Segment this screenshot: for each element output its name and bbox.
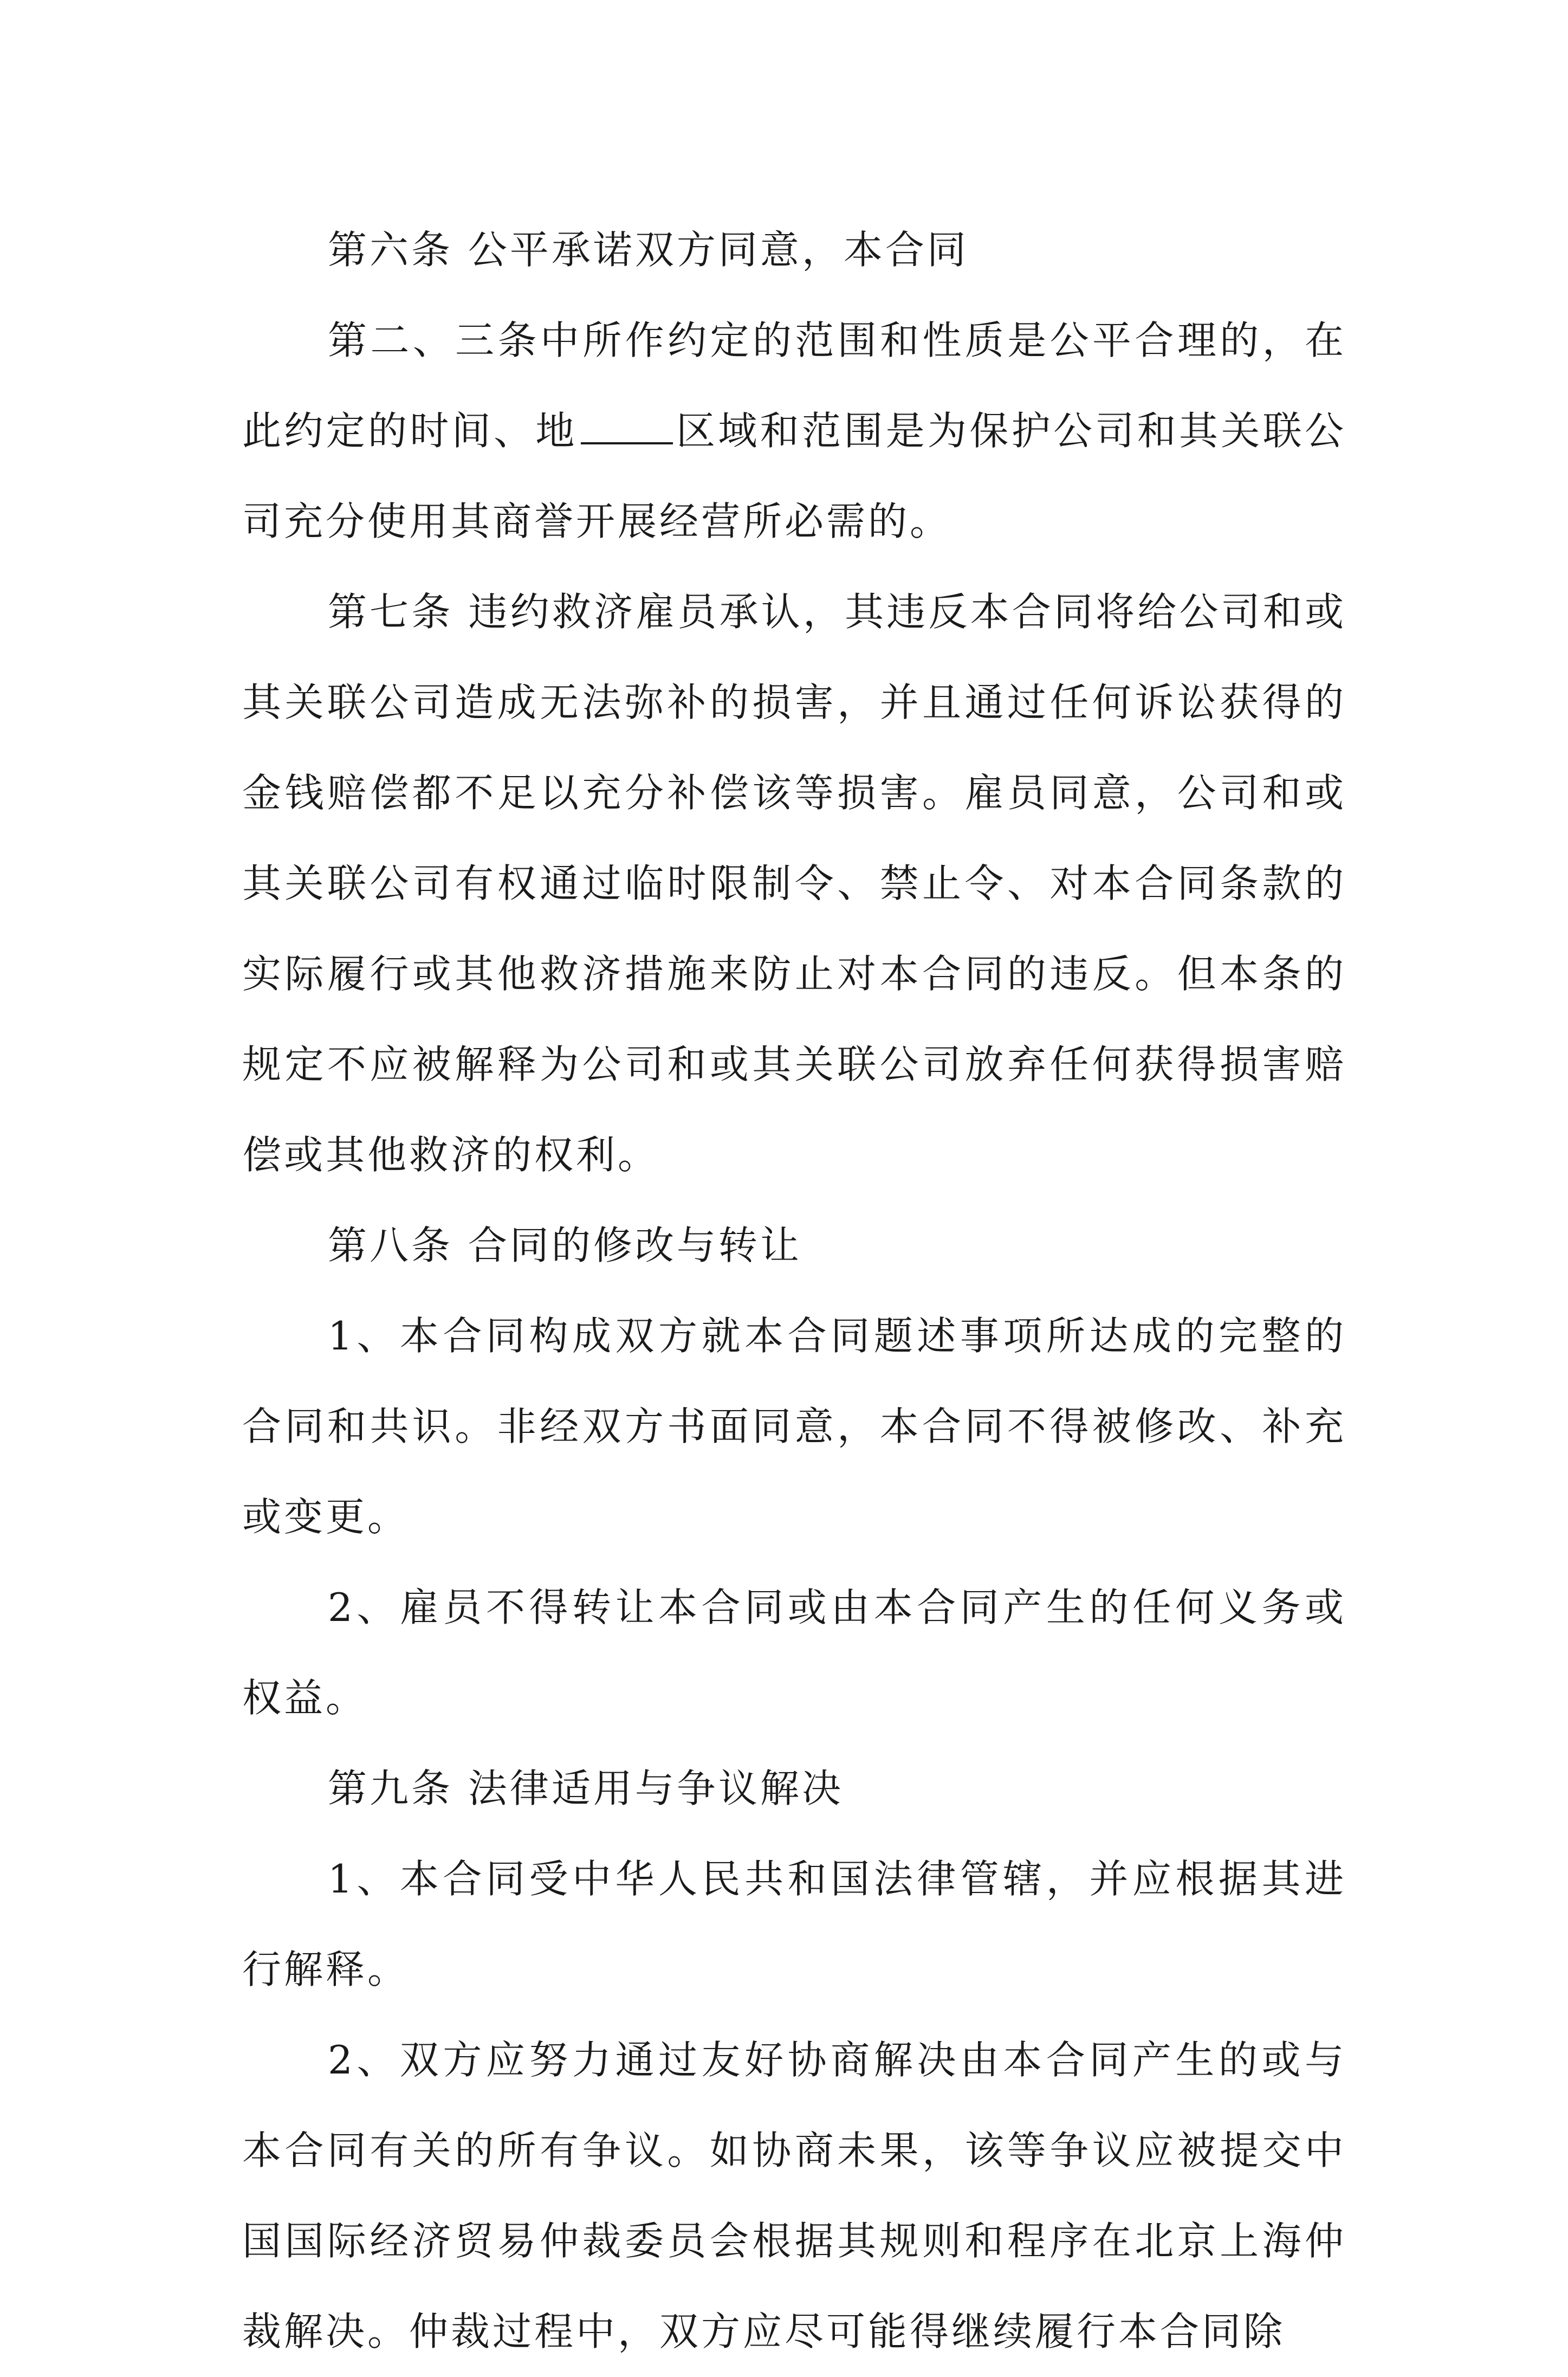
article-6-heading: 第六条 公平承诺双方同意，本合同: [328, 227, 969, 273]
article-7: 第七条 违约救济雇员承认，其违反本合同将给公司和或其关联公司造成无法弥补的损害，并且通过任何诉讼获得的金钱赔偿都不足以充分补偿该等损害。雇员同意，公司和或其关联公司有权通过临时限制令、禁止令、对本合同条款的实际履行或其他救济措施来防止对本合同的违反。但本条的规定不应被解释为公司和或其关联公司放弃任何获得损害赔偿或其他救济的权利。: [242, 589, 1346, 1178]
article-6-body-before-blank: 第二、三条中所作约定的范围和性质是公平合理的，在此约定的时间、地: [242, 318, 1346, 454]
article-9-clause-2: 2、双方应努力通过友好协商解决由本合同产生的或与本合同有关的所有争议。如协商未果，该等争议应被提交中国国际经济贸易仲裁委员会根据其规则和程序在北京上海仲裁解决。仲裁过程中，双方应尽可能得继续履行本合同除: [242, 2037, 1346, 2354]
article-8-heading: 第八条 合同的修改与转让: [328, 1223, 802, 1268]
article-9-heading: 第九条 法律适用与争议解决: [328, 1766, 844, 1811]
article-6-body-after-blank: 区域和范围是为保护公司和其关联公司充分使用其商誉开展经营所必需的。: [242, 408, 1346, 544]
document-body: [242, 205, 1346, 2377]
article-6-body: [242, 295, 1346, 567]
article-9-clause-1: 1、本合同受中华人民共和国法律管辖，并应根据其进行解释。: [242, 1856, 1346, 1992]
article-8-clause-2: 2、雇员不得转让本合同或由本合同产生的任何义务或权益。: [242, 1585, 1346, 1721]
fill-in-blank: [581, 410, 673, 444]
article-8-clause-1: 1、本合同构成双方就本合同题述事项所达成的完整的合同和共识。非经双方书面同意，本合同不得被修改、补充或变更。: [242, 1313, 1346, 1540]
